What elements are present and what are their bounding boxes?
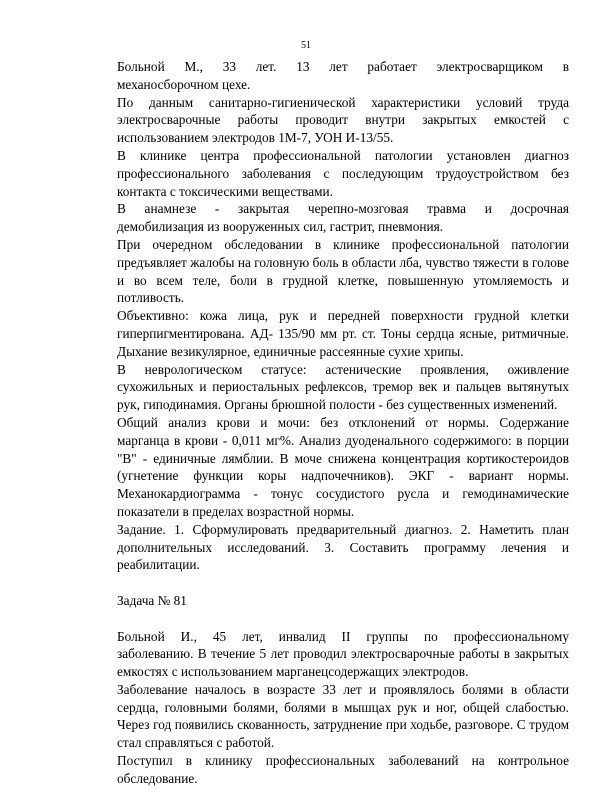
paragraph [117, 752, 569, 788]
text-line: В анамнезе - закрытая черепно-мозговая травма и досрочная [117, 201, 569, 217]
text-line: профессионального заболевания с последующим трудоустройством без [117, 165, 569, 181]
text-line: электросварочные работы проводит внутри закрытых емкостей с [117, 112, 569, 128]
text-line: Задание. 1. Сформулировать предварительный диагноз. 2. Наметить план [117, 521, 569, 537]
text-line: Дыхание везикулярное, единичные рассеянные сухие хрипы. [117, 343, 464, 359]
text-line: Механокардиограмма - тонус сосудистого русла и гемодинамические [117, 486, 569, 502]
text-line: гиперпигментирована. АД- 135/90 мм рт. ст. Тоны сердца ясные, ритмичные. [117, 325, 569, 341]
text-line: контакта с токсическими веществами. [117, 183, 333, 199]
text-line: Объективно: кожа лица, рук и передней поверхности грудной клетки [117, 308, 569, 324]
text-line: марганца в крови - 0,011 мг%. Анализ дуоденального содержимого: в порции [117, 432, 569, 448]
text-line: и во всем теле, боли в грудной клетке, повышенную утомляемость и [117, 272, 569, 288]
text-line: предъявляет жалобы на головную боль в области лба, чувство тяжести в голове [117, 254, 569, 270]
text-line: емкостях с использованием марганецсодержащих электродов. [117, 664, 469, 680]
task-heading: Задача № 81 [117, 592, 187, 608]
text-line: "В" - единичные лямблии. В моче снижена концентрация кортикостероидов [117, 450, 569, 466]
text-line: сердца, головными болями, болями в мышцах рук и ног, общей слабостью. [117, 699, 569, 715]
text-line: механосборочном цехе. [117, 76, 251, 92]
paragraph [117, 521, 569, 574]
paragraph [117, 200, 569, 236]
text-line: реабилитации. [117, 557, 200, 573]
paragraph [117, 681, 569, 752]
text-line: потливость. [117, 290, 185, 306]
text-line: Больной М., 33 лет. 13 лет работает электросварщиком в [117, 59, 569, 74]
text-line: По данным санитарно-гигиенической характеристики условий труда [117, 94, 569, 110]
text-line: Общий анализ крови и мочи: без отклонений от нормы. Содержание [117, 414, 569, 430]
spacer [117, 574, 569, 592]
text-line: В клинике центра профессиональной патологии установлен диагноз [117, 147, 569, 163]
text-line: Заболевание началось в возрасте 33 лет и проявлялось болями в области [117, 681, 569, 697]
paragraph [117, 58, 569, 94]
text-line: стал справляться с работой. [117, 735, 275, 751]
paragraph [117, 628, 569, 681]
paragraph [117, 414, 569, 521]
text-line: Через год появились скованность, затруднение при ходьбе, разговоре. С трудом [117, 717, 569, 733]
paragraph [117, 94, 569, 147]
text-line: обследование. [117, 770, 198, 786]
text-line: демобилизация из вооруженных сил, гастрит, пневмония. [117, 219, 444, 235]
text-line: (угнетение функции коры надпочечников). ЭКГ - вариант нормы. [117, 468, 569, 484]
text-line: В неврологическом статусе: астенические проявления, оживление [117, 361, 569, 377]
text-line: сухожильных и периостальных рефлексов, тремор век и пальцев вытянутых [117, 379, 569, 395]
document-body [117, 58, 569, 788]
text-line: показатели в пределах возрастной нормы. [117, 503, 355, 519]
paragraph [117, 307, 569, 360]
paragraph [117, 236, 569, 307]
paragraph [117, 361, 569, 414]
text-line: При очередном обследовании в клинике профессиональной патологии [117, 236, 569, 252]
text-line: Поступил в клинику профессиональных заболеваний на контрольное [117, 753, 569, 769]
paragraph [117, 147, 569, 200]
text-line: Больной И., 45 лет, инвалид II группы по профессиональному [117, 628, 569, 644]
text-line: заболеванию. В течение 5 лет проводил электросварочные работы в закрытых [117, 646, 569, 662]
spacer [117, 610, 569, 628]
text-line: рук, гиподинамия. Органы брюшной полости - без существенных изменений. [117, 397, 558, 413]
page-number: 51 [301, 40, 311, 51]
text-line: использованием электродов 1М-7, УОН И-13/55. [117, 130, 394, 146]
text-line: дополнительных исследований. 3. Составить программу лечения и [117, 539, 569, 555]
